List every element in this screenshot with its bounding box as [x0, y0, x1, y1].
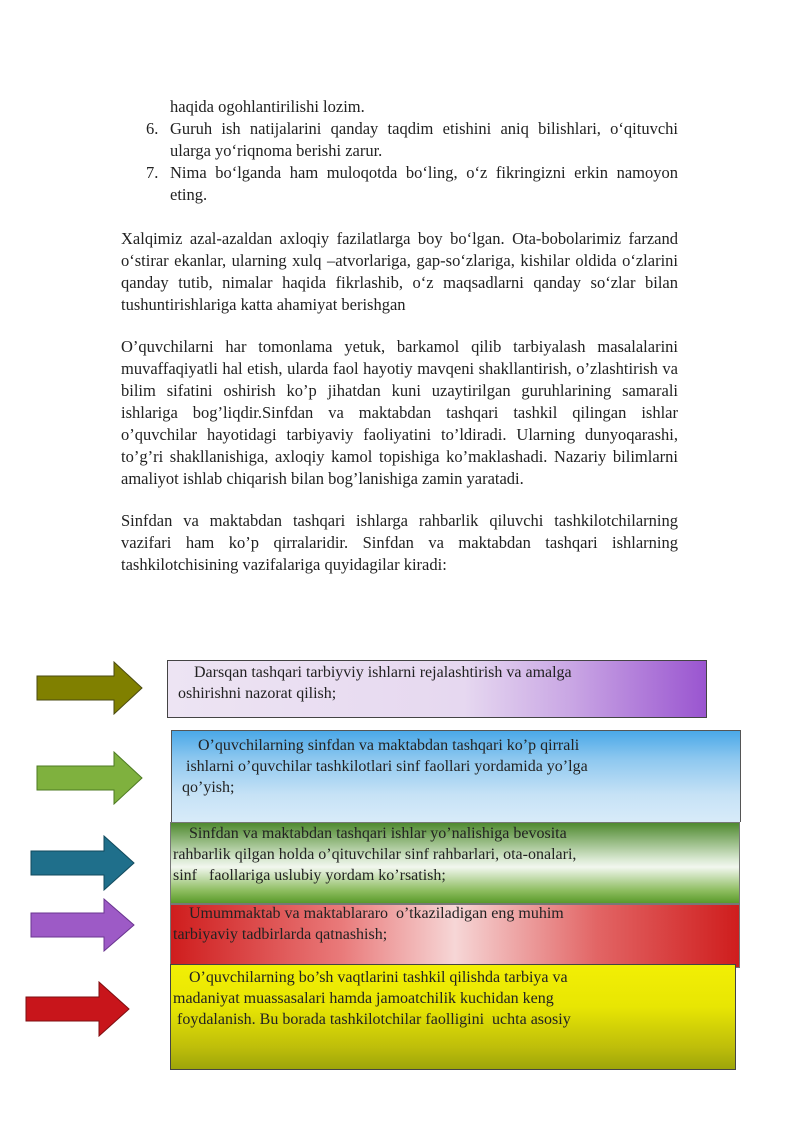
- task-box-line: sinf faollariga uslubiy yordam ko’rsatish;: [173, 867, 446, 884]
- task-box-line: madaniyat muassasalari hamda jamoatchilik kuchidan keng: [173, 990, 554, 1007]
- task-box: [167, 660, 707, 718]
- right-arrow-icon: [25, 981, 131, 1037]
- task-box-line: Sinfdan va maktabdan tashqari ishlar yo’nalishiga bevosita: [173, 825, 567, 842]
- task-box-line: rahbarlik qilgan holda o’qituvchilar sinf rahbarlari, ota-onalari,: [173, 846, 577, 863]
- task-box-line: oshirishni nazorat qilish;: [178, 685, 337, 702]
- paragraph-oquvchilarni: O’quvchilarni har tomonlama yetuk, barkamol qilib tarbiyalash masalalarini muvaffaqiyatli hal etish, ularda faol hayotiy mavqeni shakllantirish, o’zlashtirish va bilim sifatini oshirish ko’p jihatdan kuni uzaytirilgan guruhlarining samarali ishlariga bog’liqdir.Sinfdan va maktabdan tashqari tashkil qilingan ishlar o’quvchilar hayotidagi tarbiyaviy faoliyatini to’ldiradi. Ularning dunyoqarashi, to’g’ri shakllanishiga, axloqiy kamol topishiga ko’maklashadi. Nazariy bilimlarni amaliyot ishlab chiqarish bilan bog’lanishiga zamin yaratadi.: [121, 337, 678, 488]
- right-arrow-icon: [30, 898, 136, 952]
- right-arrow-icon: [36, 661, 144, 715]
- task-box-line: O’quvchilarning sinfdan va maktabdan tashqari ko’p qirrali: [182, 737, 580, 754]
- list-item-text: Guruh ish natijalarini qanday taqdim etishini aniq bilishlari, o‘qituvchi ularga yo‘riqnoma berishi zarur.: [170, 119, 678, 160]
- list-item-number: 7.: [146, 163, 159, 182]
- paragraph-sinfdan: Sinfdan va maktabdan tashqari ishlarga rahbarlik qiluvchi tashkilotchilarning vazifari ham ko’p qirralaridir. Sinfdan va maktabdan tashqari ishlarning tashkilotchisining vazifalariga quyidagilar kiradi:: [121, 511, 678, 574]
- task-box: [170, 964, 736, 1070]
- task-box: [170, 822, 740, 904]
- task-box-line: tarbiyaviy tadbirlarda qatnashish;: [173, 926, 388, 943]
- task-box-line: Umummaktab va maktablararo o’tkaziladigan eng muhim: [173, 905, 564, 922]
- right-arrow-icon: [30, 835, 136, 891]
- list-item: [146, 118, 678, 162]
- list-item-text: Nima bo‘lganda ham muloqotda bo‘ling, o‘z fikringizni erkin namoyon eting.: [170, 163, 678, 204]
- list-item: [146, 162, 678, 206]
- right-arrow-icon: [36, 751, 144, 805]
- task-box-line: qo’yish;: [182, 779, 235, 796]
- task-box-line: ishlarni o’quvchilar tashkilotlari sinf faollari yordamida yo’lga: [182, 758, 588, 775]
- task-box: [170, 904, 740, 968]
- list-item-number: 6.: [146, 119, 159, 138]
- task-box-line: foydalanish. Bu borada tashkilotchilar faolligini uchta asosiy: [173, 1011, 571, 1028]
- numbered-list: [146, 96, 678, 206]
- task-box-line: O’quvchilarning bo’sh vaqtlarini tashkil qilishda tarbiya va: [173, 969, 568, 986]
- task-box-line: Darsqan tashqari tarbiyviy ishlarni rejalashtirish va amalga: [178, 664, 572, 681]
- list-continuation: haqida ogohlantirilishi lozim.: [170, 97, 365, 116]
- task-box: [171, 730, 741, 822]
- paragraph-xalqimiz: Xalqimiz azal-azaldan axloqiy fazilatlarga boy bo‘lgan. Ota-bobolarimiz farzand o‘stirar ekanlar, ularning xulq –atvorlariga, gap-so‘zlariga, kishilar oldida o‘zlarini qanday tutib, nimalar haqida fikrlashib, o‘z maqsadlarni qanday so‘zlar bilan tushuntirishlariga katta ahamiyat berishgan: [121, 229, 678, 314]
